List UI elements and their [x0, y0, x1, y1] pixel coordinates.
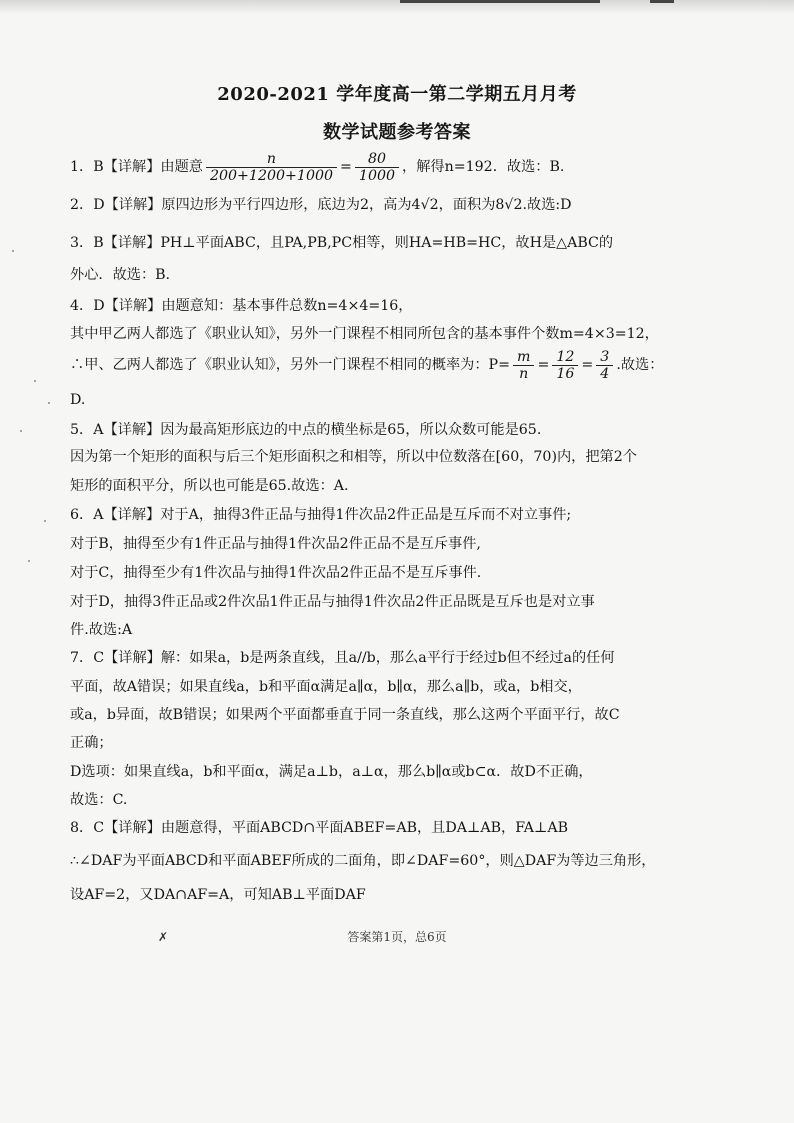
scan-edge — [0, 0, 794, 14]
fraction-denominator: 4 — [600, 365, 610, 382]
scan-speckle — [20, 430, 22, 432]
scan-speckle — [12, 250, 14, 252]
scan-mark — [650, 0, 674, 3]
answer-6-line: 件.故选:A — [70, 622, 133, 638]
answer-7-line: 故选：C. — [70, 792, 128, 808]
answer-7-line: 平面，故A错误；如果直线a，b和平面α满足a∥α，b∥α，那么a∥b，或a，b相交， — [70, 679, 582, 695]
page-footer: 答案第1页，总6页 — [347, 930, 447, 944]
answer-4-line: 其中甲乙两人都选了《职业认知》，另外一门课程不相同所包含的基本事件个数m=4×3=12， — [70, 326, 659, 342]
fraction-numerator: 3 — [596, 349, 613, 366]
answer-8-line: ∴∠DAF为平面ABCD和平面ABEF所成的二面角，即∠DAF=60°，则△DAF为等边三角形， — [70, 853, 656, 869]
fraction — [355, 151, 399, 184]
answer-5-line: 因为第一个矩形的面积与后三个矩形面积之和相等，所以中位数落在[60，70)内，把第2个 — [70, 449, 637, 465]
pen-mark: ✗ — [158, 930, 169, 944]
answer-1-tail: ，解得n=192．故选：B. — [402, 159, 565, 175]
answer-1 — [70, 150, 754, 184]
page-title: 2020-2021 学年度高一第二学期五月月考 — [217, 84, 577, 105]
answer-6-line: 对于D，抽得3件正品或2件次品1件正品与抽得1件次品2件正品既是互斥也是对立事 — [70, 594, 595, 610]
answer-4-line: 4．D【详解】由题意知：基本事件总数n=4×4=16， — [70, 298, 413, 314]
answer-4-tail: .故选： — [616, 357, 664, 373]
answer-8-line: 8．C【详解】由题意得，平面ABCD∩平面ABEF=AB，且DA⊥AB，FA⊥AB — [70, 820, 569, 836]
answer-2: 2．D【详解】原四边形为平行四边形，底边为2，高为4√2，面积为8√2.故选:D — [70, 197, 572, 213]
fraction-denominator: n — [519, 365, 529, 382]
answer-7-line: 或a，b异面，故B错误；如果两个平面都垂直于同一条直线，那么这两个平面平行，故C — [70, 707, 620, 723]
scan-speckle — [34, 380, 36, 382]
scan-speckle — [44, 520, 46, 522]
fraction-numerator: 80 — [355, 151, 399, 168]
scan-speckle — [28, 560, 30, 562]
equals-sign: = — [340, 159, 352, 175]
answer-5-line: 矩形的面积平分，所以也可能是65.故选：A. — [70, 478, 349, 494]
answer-3-line: 外心．故选：B. — [70, 267, 171, 283]
fraction — [206, 151, 337, 184]
answer-7-line: D选项：如果直线a，b和平面α，满足a⊥b，a⊥α，那么b∥α或b⊂α．故D不正确， — [70, 764, 593, 780]
answer-1-text: 1．B【详解】由题意 — [70, 159, 203, 175]
fraction-denominator: 16 — [556, 365, 575, 382]
answer-5-line: 5．A【详解】因为最高矩形底边的中点的横坐标是65，所以众数可能是65. — [70, 422, 542, 438]
answer-3-line: 3．B【详解】PH⊥平面ABC，且PA,PB,PC相等，则HA=HB=HC，故H是△ABC的 — [70, 235, 614, 251]
fraction-denominator: 200+1200+1000 — [209, 167, 334, 184]
answer-8-line: 设AF=2，又DA∩AF=A，可知AB⊥平面DAF — [70, 887, 366, 903]
answer-4-text: ∴甲、乙两人都选了《职业认知》，另外一门课程不相同的概率为：P= — [70, 357, 510, 373]
scan-speckle — [48, 402, 50, 404]
scan-mark — [400, 0, 600, 3]
fraction-numerator: n — [206, 151, 337, 168]
answer-4-line: ∴甲、乙两人都选了《职业认知》，另外一门课程不相同的概率为：P= $\frac{m}{n}$ = $\frac{12}{16}$ = $\frac{3}{4}$ .故选： — [70, 348, 664, 382]
fraction-denominator: 1000 — [358, 167, 396, 184]
fraction-numerator: 12 — [552, 349, 578, 366]
answer-6-line: 6．A【详解】对于A，抽得3件正品与抽得1件次品2件正品是互斥而不对立事件; — [70, 507, 572, 523]
page-subtitle: 数学试题参考答案 — [323, 122, 471, 143]
fraction — [513, 349, 534, 382]
answer-6-line: 对于B，抽得至少有1件正品与抽得1件次品2件正品不是互斥事件, — [70, 536, 481, 552]
answer-4-line: D. — [70, 392, 86, 408]
answer-7-line: 7．C【详解】解：如果a，b是两条直线，且a//b，那么a平行于经过b但不经过a的任何 — [70, 650, 615, 666]
fraction — [596, 349, 613, 382]
fraction-numerator: m — [513, 349, 534, 366]
answer-6-line: 对于C，抽得至少有1件次品与抽得1件次品2件正品不是互斥事件. — [70, 565, 482, 581]
fraction — [552, 349, 578, 382]
answer-7-line: 正确； — [70, 735, 113, 751]
